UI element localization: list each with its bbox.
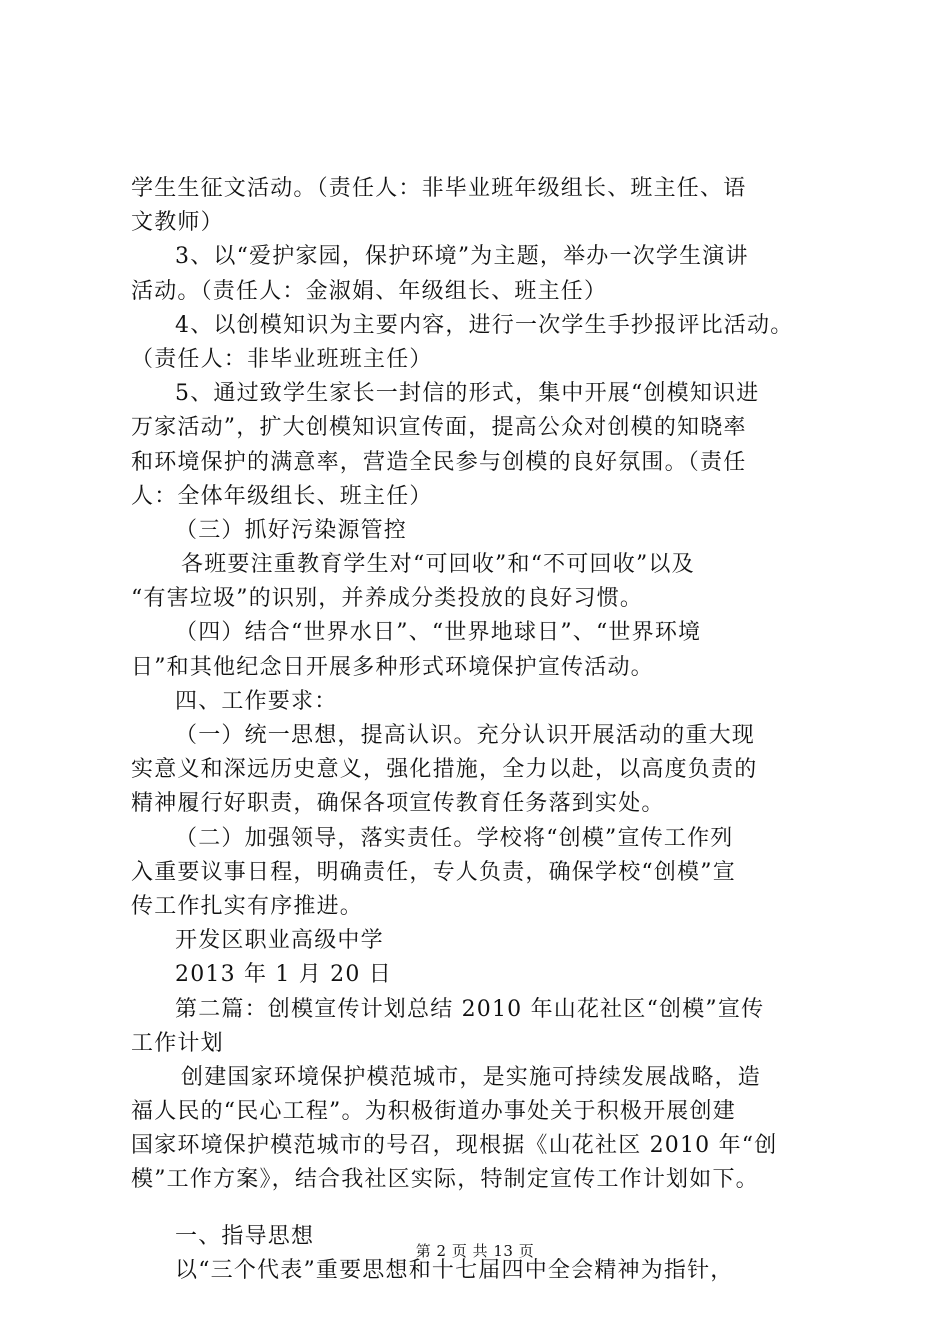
document-body	[131, 172, 831, 1288]
text-line: 和环境保护的满意率，营造全民参与创模的良好氛围。（责任	[131, 449, 747, 475]
text-line: （一）统一思想，提高认识。充分认识开展活动的重大现	[175, 723, 756, 748]
signature-org: 开发区职业高级中学	[175, 928, 384, 954]
text-line: 各班要注重教育学生对“可回收”和“不可回收”以及	[181, 552, 695, 578]
text-line: 传工作扎实有序推进。	[131, 893, 364, 919]
text-line: “有害垃圾”的识别，并养成分类投放的良好习惯。	[131, 586, 644, 612]
text-line: （二）加强领导，落实责任。学校将“创模”宣传工作列	[175, 825, 734, 851]
text-line: （四）结合“世界水日”、“世界地球日”、“世界环境	[175, 620, 702, 646]
text-line: 文教师）	[131, 210, 224, 236]
section-heading: 四、工作要求：	[175, 688, 338, 714]
text-line: 国家环境保护模范城市的号召，现根据《山花社区 2010 年“创	[131, 1133, 778, 1159]
signature-date: 2013 年 1 月 20 日	[175, 962, 392, 988]
text-line: （责任人：非毕业班班主任）	[131, 346, 433, 372]
text-line: 人：全体年级组长、班主任）	[131, 483, 433, 509]
text-line: 以“三个代表”重要思想和十七届四中全会精神为指针，	[175, 1257, 734, 1283]
text-line: 3、以“爱护家园，保护环境”为主题，举办一次学生演讲	[175, 244, 749, 270]
text-line: 5、通过致学生家长一封信的形式，集中开展“创模知识进	[175, 381, 760, 407]
text-line: 学生生征文活动。（责任人：非毕业班年级组长、班主任、语	[131, 176, 747, 201]
text-line: 实意义和深远历史意义，强化措施，全力以赴，以高度负责的	[131, 757, 758, 783]
chapter-title: 工作计划	[131, 1030, 224, 1056]
text-line: 入重要议事日程，明确责任，专人负责，确保学校“创模”宣	[131, 859, 736, 885]
chapter-title: 第二篇：创模宣传计划总结 2010 年山花社区“创模”宣传	[175, 996, 765, 1022]
text-line: 万家活动”，扩大创模知识宣传面，提高公众对创模的知晓率	[131, 415, 747, 441]
text-line: 4、以创模知识为主要内容，进行一次学生手抄报评比活动。	[175, 312, 794, 338]
text-line: 活动。（责任人：金淑娟、年级组长、班主任）	[131, 278, 608, 304]
text-line: 精神履行好职责，确保各项宣传教育任务落到实处。	[131, 791, 665, 817]
text-line: 模”工作方案》，结合我社区实际，特制定宣传工作计划如下。	[131, 1167, 759, 1193]
paragraph-gap	[131, 1198, 831, 1220]
text-line: 创建国家环境保护模范城市，是实施可持续发展战略，造	[181, 1064, 762, 1090]
page-number-footer: 第 2 页 共 13 页	[415, 1242, 535, 1260]
text-line: 福人民的“民心工程”。为积极街道办事处关于积极开展创建	[131, 1099, 736, 1125]
section-heading: （三）抓好污染源管控	[175, 517, 408, 543]
text-line: 日”和其他纪念日开展多种形式环境保护宣传活动。	[131, 654, 654, 680]
section-heading: 一、指导思想	[175, 1223, 315, 1249]
